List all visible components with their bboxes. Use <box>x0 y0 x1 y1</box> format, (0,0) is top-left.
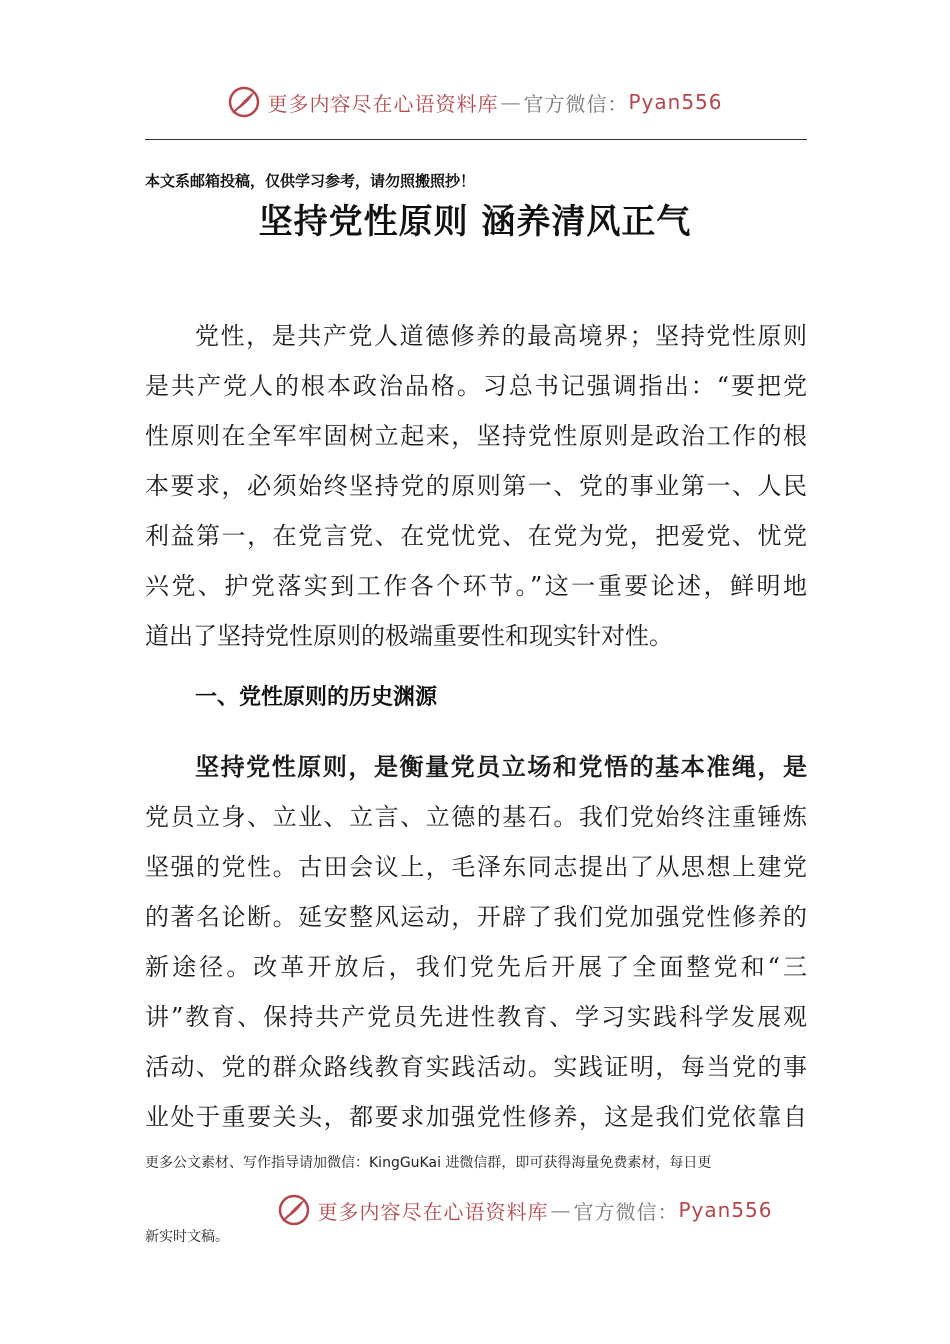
watermark-dash: — <box>500 90 522 114</box>
paragraph-line: 新途径。改革开放后，我们党先后开展了全面整党和“三 <box>145 953 807 981</box>
page-title: 坚持党性原则 涵养清风正气 <box>258 202 692 242</box>
paragraph-line: 党员立身、立业、立言、立德的基石。我们党始终注重锤炼 <box>145 803 807 831</box>
watermark-text: 更多内容尽在心语资料库 <box>267 91 499 116</box>
section-heading: 一、党性原则的历史渊源 <box>195 685 438 710</box>
paragraph-line: 性原则在全军牢固树立起来，坚持党性原则是政治工作的根 <box>145 422 807 450</box>
feather-pen-logo-icon <box>277 1193 311 1227</box>
footer-note-line1: 更多公文素材、写作指导请加微信：KingGuKai 进微信群，即可获得海量免费素材，每日更 <box>145 1155 712 1171</box>
watermark-wechat-id: Pyan556 <box>678 1198 773 1222</box>
feather-pen-logo-icon <box>227 85 261 119</box>
paragraph-line: 业处于重要关头，都要求加强党性修养，这是我们党依靠自 <box>145 1103 807 1131</box>
disclaimer: 本文系邮箱投稿，仅供学习参考，请勿照搬照抄！ <box>145 172 476 190</box>
watermark-wechat-label: 官方微信： <box>523 91 629 116</box>
paragraph-line: 道出了坚持党性原则的极端重要性和现实针对性。 <box>145 622 673 650</box>
paragraph-line: 本要求，必须始终坚持党的原则第一、党的事业第一、人民 <box>145 472 807 500</box>
paragraph-line: 党性，是共产党人道德修养的最高境界；坚持党性原则 <box>195 322 807 350</box>
watermark-wechat-id: Pyan556 <box>628 90 723 114</box>
paragraph-line: 利益第一，在党言党、在党忧党、在党为党，把爱党、忧党 <box>145 522 807 550</box>
header-watermark <box>0 80 950 124</box>
footer-note-line2: 新实时文稿。 <box>145 1229 229 1245</box>
paragraph-line: 兴党、护党落实到工作各个环节。”这一重要论述，鲜明地 <box>145 572 807 600</box>
paragraph-line: 是共产党人的根本政治品格。习总书记强调指出：“要把党 <box>145 372 807 400</box>
watermark-dash: — <box>550 1198 572 1222</box>
paragraph-line: 坚强的党性。古田会议上，毛泽东同志提出了从思想上建党 <box>145 853 807 881</box>
header-divider <box>145 139 807 140</box>
paragraph-line: 讲”教育、保持共产党员先进性教育、学习实践科学发展观 <box>145 1003 807 1031</box>
paragraph-line: 的著名论断。延安整风运动，开辟了我们党加强党性修养的 <box>145 903 807 931</box>
watermark-wechat-label: 官方微信： <box>573 1199 679 1224</box>
paragraph-line: 坚持党性原则，是衡量党员立场和党悟的基本准绳，是 <box>195 752 807 781</box>
watermark-text: 更多内容尽在心语资料库 <box>317 1199 549 1224</box>
paragraph-line: 活动、党的群众路线教育实践活动。实践证明，每当党的事 <box>145 1053 807 1081</box>
